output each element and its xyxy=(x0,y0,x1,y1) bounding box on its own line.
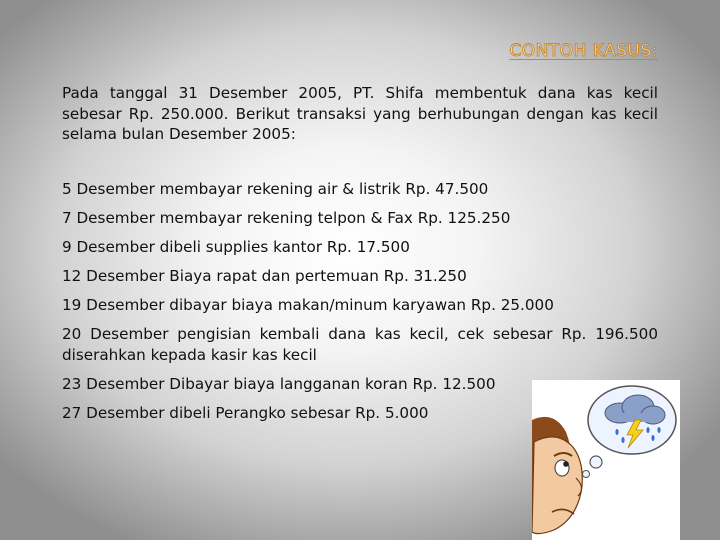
worried-face xyxy=(532,417,582,534)
thought-dot-large xyxy=(590,456,602,468)
transaction-item: 7 Desember membayar rekening telpon & Fax Rp. 125.250 xyxy=(62,209,511,227)
face xyxy=(532,437,582,534)
intro-paragraph: Pada tanggal 31 Desember 2005, PT. Shifa membentuk dana kas kecil sebesar Rp. 250.000. Berikut transaksi yang berhubungan dengan kas kecil selama bulan Desember 2005: xyxy=(62,84,658,143)
pupil xyxy=(563,461,569,467)
transaction-item: 27 Desember dibeli Perangko sebesar Rp. 5.000 xyxy=(62,403,429,422)
transaction-item: 19 Desember dibayar biaya makan/minum karyawan Rp. 25.000 xyxy=(62,296,554,314)
worried-man-storm-cloud-icon xyxy=(532,380,680,540)
transaction-item: 12 Desember Biaya rapat dan pertemuan Rp. 31.250 xyxy=(62,267,467,285)
slide-title: CONTOH KASUS: xyxy=(509,41,658,61)
transaction-item: 9 Desember dibeli supplies kantor Rp. 17.500 xyxy=(62,238,410,256)
transaction-item: 23 Desember Dibayar biaya langganan koran Rp. 12.500 xyxy=(62,374,496,393)
transaction-item: 20 Desember pengisian kembali dana kas kecil, cek sebesar Rp. 196.500 diserahkan kepada kasir kas kecil xyxy=(62,325,658,364)
thought-dot-small xyxy=(583,471,590,478)
worried-man-illustration xyxy=(532,380,680,540)
transaction-item: 5 Desember membayar rekening air & listrik Rp. 47.500 xyxy=(62,180,489,198)
